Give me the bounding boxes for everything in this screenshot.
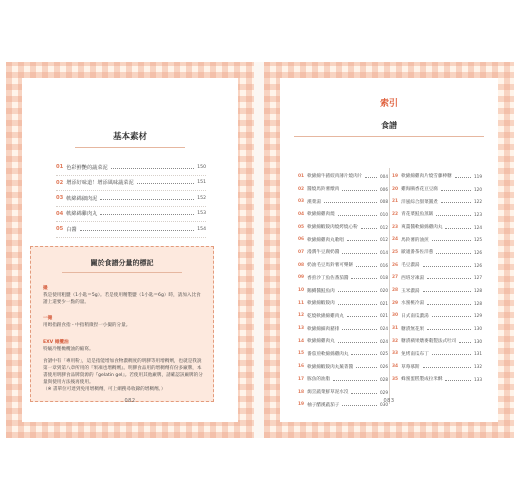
entry-title: 糖漬無花果 xyxy=(401,326,425,332)
entry-title: 乾燒軟綿綿雞肉丸 xyxy=(307,313,344,319)
entry-page: 012 xyxy=(380,224,388,230)
index-entry xyxy=(298,348,388,361)
entry-title: 軟綿綿蝦餃肉丸蕪菁醬 xyxy=(307,364,354,370)
dot-leader xyxy=(333,380,377,381)
entry-page: 132 xyxy=(474,364,482,370)
entry-page: 154 xyxy=(197,226,206,232)
dot-leader xyxy=(432,240,471,241)
index-column-right xyxy=(392,170,482,386)
entry-number: 04 xyxy=(56,210,64,217)
entry-title: 番茄煎軟綿綿雞肉丸 xyxy=(307,351,349,357)
dot-leader xyxy=(427,304,471,305)
dot-leader xyxy=(324,202,377,203)
entry-title: 奶油毛豆馬鈴薯可樂餅 xyxy=(307,263,354,269)
index-entry xyxy=(392,322,482,335)
index-entry xyxy=(298,272,388,285)
entry-title: 增添好味道！增添風味蔬菜泥 xyxy=(66,180,134,187)
index-entry xyxy=(298,284,388,297)
index-entry xyxy=(392,272,482,285)
entry-title: 軟綿綿雞肉片燒雪藤棒糖 xyxy=(401,174,452,180)
entry-page: 008 xyxy=(380,199,388,205)
dot-leader xyxy=(445,228,471,229)
note-spacer xyxy=(43,330,205,335)
entry-number: 07 xyxy=(298,249,305,255)
entry-number: 08 xyxy=(298,262,305,268)
entry-title: 香煎沙丁魚佐番茄醬 xyxy=(307,275,349,281)
entry-title: 洋風綜合甜菜圓煮 xyxy=(401,199,438,205)
entry-page: 024 xyxy=(380,338,388,344)
index-entry xyxy=(392,335,482,348)
entry-page: 130 xyxy=(474,338,482,344)
index-entry xyxy=(392,297,482,310)
entry-page: 126 xyxy=(474,249,482,255)
recipes-heading xyxy=(280,120,498,137)
index-entry xyxy=(298,297,388,310)
entry-page: 016 xyxy=(380,262,388,268)
entry-page: 131 xyxy=(474,351,482,357)
entry-page: 010 xyxy=(380,211,388,217)
note-text: 特級冷壓橄欖油的縮寫。 xyxy=(43,346,94,352)
page-number-right: 083 xyxy=(383,398,395,404)
entry-number: 06 xyxy=(298,237,305,243)
entry-title: 日式南瓜濃湯 xyxy=(401,313,429,319)
entry-number: 05 xyxy=(298,224,305,230)
entry-title: 草莓慕斯 xyxy=(401,364,420,370)
entry-page: 029 xyxy=(380,389,388,395)
index-entry xyxy=(298,246,388,259)
dot-leader xyxy=(338,304,377,305)
entry-title: 柚子醋漢蔬茄子 xyxy=(307,402,340,408)
basics-heading-text: 基本素材 xyxy=(112,132,147,142)
index-entry xyxy=(392,183,482,196)
entry-number: 16 xyxy=(298,364,305,370)
index-entry xyxy=(298,259,388,272)
entry-title: 軟綿綿牛豬絞肉薄片燒肉片 xyxy=(307,174,363,180)
dot-leader xyxy=(347,316,377,317)
entry-page: 025 xyxy=(380,351,388,357)
index-entry xyxy=(298,208,388,221)
entry-number: 33 xyxy=(392,351,399,357)
serving-notes-title xyxy=(31,258,213,273)
index-entry xyxy=(392,233,482,246)
entry-page: 153 xyxy=(197,211,206,217)
entry-page: 125 xyxy=(474,237,482,243)
dot-leader xyxy=(361,228,377,229)
entry-number: 27 xyxy=(392,275,399,281)
dot-leader xyxy=(338,342,377,343)
entry-page: 123 xyxy=(474,211,482,217)
entry-number: 23 xyxy=(392,224,399,230)
basics-item xyxy=(56,222,206,238)
entry-page: 150 xyxy=(197,164,206,170)
dot-leader xyxy=(423,367,471,368)
entry-title: 醬燒馬鈴薯燉肉 xyxy=(307,187,340,193)
entry-number: 22 xyxy=(392,211,399,217)
entry-title: 西班牙凍湯 xyxy=(401,275,425,281)
entry-page: 120 xyxy=(474,186,482,192)
note-term: EXV 橄欖油 xyxy=(43,339,69,345)
right-page-content xyxy=(280,78,498,422)
entry-page: 020 xyxy=(380,288,388,294)
entry-number: 29 xyxy=(392,300,399,306)
entry-number: 10 xyxy=(298,288,305,294)
index-entry xyxy=(298,373,388,386)
entry-number: 01 xyxy=(56,164,64,171)
right-page xyxy=(264,62,514,438)
dot-leader xyxy=(432,354,471,355)
entry-number: 03 xyxy=(56,195,64,202)
index-entry xyxy=(298,221,388,234)
note-paragraph: 食譜中有「專用粉」，這是指能增加食物濃稠度的明膠等用增稠劑，也就是我說第一章到第八章所用的『果凍也增稠劑』。明膠食品用的增稠劑有份多廠牌，本書使用明膠食品牌資源的『gelatin gel』。若使用其他廠牌，請確認該廠牌的分量與使用方法後再使用。 xyxy=(43,358,203,386)
entry-title: 蜂蜜蛋糕製成拉米酥 xyxy=(401,377,443,383)
index-entry xyxy=(392,195,482,208)
book-gutter xyxy=(254,62,264,438)
index-entry xyxy=(298,335,388,348)
entry-title: 水蜜桃冷湯 xyxy=(401,301,425,307)
note-text: 我是使用粗鹽（1小匙＝5g）。若是使用精製鹽（1小匙＝6g）時，請加入比食譜上還要少一點的量。 xyxy=(43,293,201,306)
entry-number: 25 xyxy=(392,249,399,255)
entry-page: 133 xyxy=(474,376,482,382)
dot-leader xyxy=(441,190,471,191)
entry-title: 軟綿綿蝦餃肉 xyxy=(307,301,335,307)
entry-number: 05 xyxy=(56,226,64,233)
entry-title: 軟綿綿細肉豬排 xyxy=(307,326,340,332)
entry-number: 09 xyxy=(298,275,305,281)
entry-title: 青花菜鮭魚蒸飯 xyxy=(401,212,434,218)
entry-title: 漫潤牛豆腐奶醬 xyxy=(307,250,340,256)
index-entry xyxy=(298,195,388,208)
dot-leader xyxy=(342,405,377,406)
entry-page: 122 xyxy=(474,199,482,205)
basics-item xyxy=(56,207,206,223)
entry-number: 04 xyxy=(298,211,305,217)
entry-title: 白醬 xyxy=(66,226,77,233)
entry-page: 128 xyxy=(474,288,482,294)
entry-page: 026 xyxy=(380,364,388,370)
dot-leader xyxy=(342,253,377,254)
entry-title: 爽薑醬軟綿綿雞肉丸 xyxy=(401,225,443,231)
index-entry xyxy=(298,183,388,196)
entry-number: 13 xyxy=(298,326,305,332)
dot-leader xyxy=(347,240,377,241)
entry-number: 15 xyxy=(298,351,305,357)
index-entry xyxy=(392,259,482,272)
dot-leader xyxy=(427,278,471,279)
entry-number: 18 xyxy=(298,389,305,395)
entry-number: 02 xyxy=(298,186,305,192)
entry-title: 免烤南瓜布丁 xyxy=(401,351,429,357)
entry-number: 03 xyxy=(298,199,305,205)
dot-leader xyxy=(100,214,194,215)
basics-item xyxy=(56,176,206,192)
entry-page: 021 xyxy=(380,300,388,306)
entry-number: 20 xyxy=(392,186,399,192)
dot-leader xyxy=(342,329,377,330)
index-title: 索引 xyxy=(379,99,398,109)
index-entry xyxy=(298,170,388,183)
entry-page: 119 xyxy=(474,173,482,179)
entry-number: 28 xyxy=(392,288,399,294)
entry-title: 歐適番茶佐洋蔥 xyxy=(401,250,434,256)
entry-title: 軟綿綿雞肉丸 xyxy=(307,339,335,345)
column-divider xyxy=(389,168,390,404)
entry-page: 018 xyxy=(380,275,388,281)
dot-leader xyxy=(455,177,471,178)
entry-title: 漢菜湯 xyxy=(307,199,321,205)
dot-leader xyxy=(423,266,471,267)
dot-leader xyxy=(80,230,195,231)
entry-number: 34 xyxy=(392,364,399,370)
entry-number: 26 xyxy=(392,262,399,268)
dot-leader xyxy=(338,291,377,292)
entry-page: 024 xyxy=(380,326,388,332)
dot-leader xyxy=(137,183,195,184)
basics-heading xyxy=(22,130,238,148)
dot-leader xyxy=(100,199,194,200)
left-page xyxy=(6,62,254,438)
entry-number: 30 xyxy=(392,313,399,319)
entry-page: 126 xyxy=(474,262,482,268)
index-entry xyxy=(298,322,388,335)
entry-title: 鵝鰻醬鮭魚肉 xyxy=(307,288,335,294)
entry-title: 玉米濃湯 xyxy=(401,288,420,294)
heading-rule xyxy=(75,147,185,148)
dot-leader xyxy=(111,168,194,169)
dot-leader xyxy=(459,342,471,343)
entry-page: 014 xyxy=(380,249,388,255)
dot-leader xyxy=(436,215,471,216)
entry-page: 152 xyxy=(197,195,206,201)
box-title-rule xyxy=(62,272,182,273)
recipes-heading-text: 食譜 xyxy=(381,121,397,130)
entry-page: 130 xyxy=(474,326,482,332)
index-entry xyxy=(392,246,482,259)
dot-leader xyxy=(365,177,377,178)
entry-title: 馬鈴薯的油煎 xyxy=(401,237,429,243)
dot-leader xyxy=(342,190,377,191)
entry-title: 軟綿綿雞肉燒 xyxy=(307,212,335,218)
dot-leader xyxy=(441,202,471,203)
index-entry xyxy=(298,233,388,246)
note-text: 用姆指跟食指・中指稍微捏一小撮的分量。 xyxy=(43,323,131,329)
dot-leader xyxy=(436,253,471,254)
dot-leader xyxy=(351,354,377,355)
entry-title: 軟綿綿雞肉丸 xyxy=(66,211,98,218)
basics-item xyxy=(56,160,206,176)
dot-leader xyxy=(432,316,471,317)
entry-page: 012 xyxy=(380,237,388,243)
index-entry xyxy=(298,310,388,323)
index-entry xyxy=(298,360,388,373)
entry-page: 128 xyxy=(474,300,482,306)
dot-leader xyxy=(356,367,377,368)
serving-notes-box xyxy=(30,246,214,402)
entry-number: 32 xyxy=(392,338,399,344)
dot-leader xyxy=(351,393,377,394)
entry-title: 軟綿綿雞肉丸歌唱 xyxy=(307,237,344,243)
index-entry xyxy=(298,386,388,399)
entry-page: 129 xyxy=(474,313,482,319)
dot-leader xyxy=(423,291,471,292)
entry-title: 豚魚的油脂 xyxy=(307,377,331,383)
entry-title: 軟綿綿細肉泥 xyxy=(66,195,98,202)
dot-leader xyxy=(338,215,377,216)
index-entry xyxy=(392,208,482,221)
entry-number: 17 xyxy=(298,376,305,382)
entry-number: 35 xyxy=(392,376,399,382)
index-entry xyxy=(392,348,482,361)
serving-notes-title-text: 關於食譜分量的標記 xyxy=(90,259,154,267)
entry-page: 127 xyxy=(474,275,482,281)
entry-page: 151 xyxy=(197,180,206,186)
entry-title: 雞海鷗香花豆豆腐 xyxy=(401,187,438,193)
entry-title: 軟綿綿蝦餃肉燒烤燒心粉 xyxy=(307,225,358,231)
dot-leader xyxy=(356,266,377,267)
note-spacer xyxy=(43,306,205,311)
entry-title: 焗烹蔬菜鮮草泥水沒 xyxy=(307,390,349,396)
recipes-heading-rule xyxy=(294,136,484,137)
note-term: 撮 xyxy=(43,286,48,291)
index-column-left xyxy=(298,170,388,411)
basics-list xyxy=(56,160,206,238)
entry-page: 028 xyxy=(380,376,388,382)
index-entry xyxy=(392,310,482,323)
note-term: 一撮 xyxy=(43,316,53,322)
entry-title: 毛豆濃湯 xyxy=(401,263,420,269)
index-entry xyxy=(392,170,482,183)
index-entry xyxy=(392,360,482,373)
entry-page: 124 xyxy=(474,224,482,230)
entry-title: 糖漬蘋果燉麥穀製法式吐司 xyxy=(401,339,457,345)
entry-number: 21 xyxy=(392,199,399,205)
entry-page: 004 xyxy=(380,173,388,179)
index-entry xyxy=(392,284,482,297)
entry-number: 02 xyxy=(56,179,64,186)
entry-title: 色彩鮮艷的蔬菜泥 xyxy=(66,164,108,171)
entry-number: 31 xyxy=(392,326,399,332)
dot-leader xyxy=(427,329,471,330)
entry-number: 24 xyxy=(392,237,399,243)
serving-notes-body xyxy=(43,285,205,393)
entry-page: 021 xyxy=(380,313,388,319)
note-footnote: （※ 書單位可達到免用增稠劑，可上網搜尋收錄的增稠劑。） xyxy=(43,387,166,393)
dot-leader xyxy=(351,278,377,279)
page-number-left: 082 xyxy=(124,398,136,404)
entry-number: 01 xyxy=(298,173,305,179)
entry-number: 12 xyxy=(298,313,305,319)
entry-number: 19 xyxy=(392,173,399,179)
basics-item xyxy=(56,191,206,207)
entry-page: 006 xyxy=(380,186,388,192)
entry-number: 11 xyxy=(298,300,305,306)
left-page-content xyxy=(22,78,238,422)
entry-number: 14 xyxy=(298,338,305,344)
dot-leader xyxy=(445,380,471,381)
entry-number: 19 xyxy=(298,402,305,408)
index-entry xyxy=(392,373,482,386)
entry-page: 030 xyxy=(380,402,388,408)
index-entry xyxy=(392,221,482,234)
